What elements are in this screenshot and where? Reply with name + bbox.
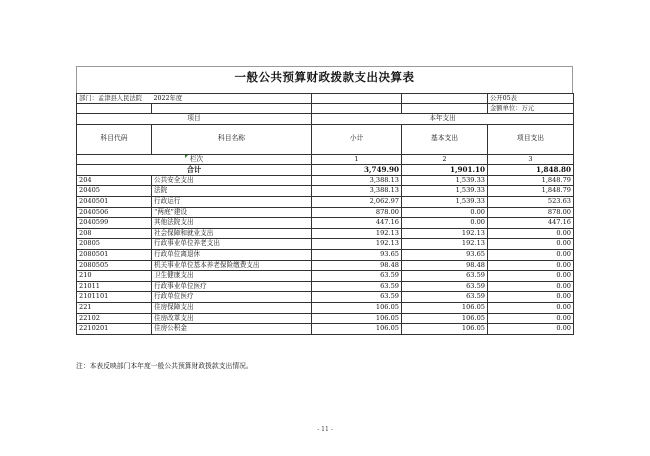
code-header: 科目代码 — [77, 124, 152, 154]
code-cell: 204 — [77, 175, 152, 186]
name-cell: 行政事业单位养老支出 — [152, 239, 312, 250]
basic-cell: 98.48 — [402, 260, 488, 271]
table-row — [77, 260, 574, 271]
basic-cell: 106.05 — [402, 313, 488, 324]
code-cell: 2040506 — [77, 207, 152, 218]
total-project: 1,848.80 — [488, 165, 574, 176]
header-row-1 — [77, 114, 574, 125]
table-row — [77, 207, 574, 218]
meta-empty — [312, 94, 402, 104]
meta-row-2 — [77, 104, 574, 114]
cell-marker-icon — [185, 155, 188, 158]
basic-cell: 0.00 — [402, 218, 488, 229]
title-row — [76, 66, 573, 87]
table-row — [77, 292, 574, 303]
subtotal-cell: 2,062.97 — [312, 196, 402, 207]
project-cell: 0.00 — [488, 260, 574, 271]
year-cell — [152, 94, 312, 104]
column-no-text: 栏次 — [189, 154, 204, 163]
column-number-row — [77, 154, 574, 165]
current-year-header: 本年支出 — [312, 114, 574, 125]
name-cell: 行政事业单位医疗 — [152, 281, 312, 292]
col3-number: 3 — [488, 154, 574, 165]
table-row — [77, 196, 574, 207]
basic-cell: 1,539.33 — [402, 186, 488, 197]
page-title: 一般公共预算财政拨款支出决算表 — [234, 70, 415, 84]
table-row — [77, 281, 574, 292]
subtotal-cell: 106.05 — [312, 313, 402, 324]
subtotal-cell: 98.48 — [312, 260, 402, 271]
meta-empty — [312, 104, 402, 114]
project-cell: 1,848.79 — [488, 175, 574, 186]
code-cell: 2040599 — [77, 218, 152, 229]
name-cell: 行政运行 — [152, 196, 312, 207]
subtotal-cell: 106.05 — [312, 302, 402, 313]
subtotal-cell: 106.05 — [312, 324, 402, 335]
name-cell: 社会保障和就业支出 — [152, 228, 312, 239]
table-row — [77, 302, 574, 313]
project-cell: 0.00 — [488, 313, 574, 324]
code-cell: 22102 — [77, 313, 152, 324]
project-header: 项目 — [77, 114, 312, 125]
table-row — [77, 228, 574, 239]
basic-cell: 93.65 — [402, 249, 488, 260]
name-cell: 住房保障支出 — [152, 302, 312, 313]
subtotal-header: 小计 — [312, 124, 402, 154]
code-cell: 2210201 — [77, 324, 152, 335]
name-cell: 机关事业单位基本养老保险缴费支出 — [152, 260, 312, 271]
code-cell: 2080501 — [77, 249, 152, 260]
column-no-label — [77, 154, 312, 165]
basic-cell: 106.05 — [402, 302, 488, 313]
name-cell: 其他法院支出 — [152, 218, 312, 229]
project-exp-header: 项目支出 — [488, 124, 574, 154]
project-cell: 0.00 — [488, 249, 574, 260]
name-cell: 行政单位医疗 — [152, 292, 312, 303]
name-cell: “两庭”建设 — [152, 207, 312, 218]
table-row — [77, 239, 574, 250]
unit-cell — [488, 104, 574, 114]
basic-cell: 63.59 — [402, 271, 488, 282]
basic-cell: 0.00 — [402, 207, 488, 218]
table-row — [77, 186, 574, 197]
form-code-cell — [488, 94, 574, 104]
subtotal-cell: 63.59 — [312, 271, 402, 282]
code-cell: 20805 — [77, 239, 152, 250]
page-number: - 11 - — [317, 426, 333, 433]
unit-label: 金额单位：万元 — [490, 105, 535, 112]
col1-number: 1 — [312, 154, 402, 165]
project-cell: 0.00 — [488, 292, 574, 303]
meta-empty — [402, 94, 488, 104]
total-label: 合计 — [77, 165, 312, 176]
header-row-2 — [77, 124, 574, 154]
total-basic: 1,901.10 — [402, 165, 488, 176]
name-cell: 行政单位离退休 — [152, 249, 312, 260]
name-header: 科目名称 — [152, 124, 312, 154]
dept-label: 部门：孟津县人民法院 — [79, 95, 142, 102]
subtotal-cell: 192.13 — [312, 239, 402, 250]
form-code: 公开05表 — [490, 95, 517, 102]
code-cell: 2040501 — [77, 196, 152, 207]
project-cell: 447.16 — [488, 218, 574, 229]
basic-cell: 63.59 — [402, 292, 488, 303]
name-cell: 住房公积金 — [152, 324, 312, 335]
project-cell: 523.63 — [488, 196, 574, 207]
subtotal-cell: 63.59 — [312, 281, 402, 292]
project-cell: 0.00 — [488, 239, 574, 250]
table-row — [77, 271, 574, 282]
col2-number: 2 — [402, 154, 488, 165]
project-cell: 0.00 — [488, 281, 574, 292]
code-cell: 20405 — [77, 186, 152, 197]
table-row — [77, 324, 574, 335]
meta-row — [77, 94, 574, 104]
expenditure-table — [76, 93, 574, 335]
subtotal-cell: 3,388.13 — [312, 186, 402, 197]
table-row — [77, 175, 574, 186]
table-row — [77, 218, 574, 229]
total-row — [77, 165, 574, 176]
year-label: 2022年度 — [153, 95, 183, 102]
meta-empty — [77, 104, 152, 114]
basic-cell: 192.13 — [402, 228, 488, 239]
subtotal-cell: 192.13 — [312, 228, 402, 239]
basic-cell: 1,539.33 — [402, 175, 488, 186]
code-cell: 2101101 — [77, 292, 152, 303]
code-cell: 221 — [77, 302, 152, 313]
name-cell: 卫生健康支出 — [152, 271, 312, 282]
meta-empty — [402, 104, 488, 114]
project-cell: 0.00 — [488, 324, 574, 335]
subtotal-cell: 447.16 — [312, 218, 402, 229]
project-cell: 878.00 — [488, 207, 574, 218]
name-cell: 法院 — [152, 186, 312, 197]
basic-header: 基本支出 — [402, 124, 488, 154]
subtotal-cell: 93.65 — [312, 249, 402, 260]
basic-cell: 106.05 — [402, 324, 488, 335]
project-cell: 0.00 — [488, 271, 574, 282]
code-cell: 208 — [77, 228, 152, 239]
subtotal-cell: 3,388.13 — [312, 175, 402, 186]
footnote: 注：本表反映部门本年度一般公共预算财政拨款支出情况。 — [76, 362, 253, 370]
basic-cell: 1,539.33 — [402, 196, 488, 207]
basic-cell: 63.59 — [402, 281, 488, 292]
code-cell: 210 — [77, 271, 152, 282]
project-cell: 0.00 — [488, 302, 574, 313]
project-cell: 1,848.79 — [488, 186, 574, 197]
project-cell: 0.00 — [488, 228, 574, 239]
name-cell: 住房改革支出 — [152, 313, 312, 324]
table-row — [77, 313, 574, 324]
code-cell: 2080505 — [77, 260, 152, 271]
basic-cell: 192.13 — [402, 239, 488, 250]
name-cell: 公共安全支出 — [152, 175, 312, 186]
table-row — [77, 249, 574, 260]
meta-empty — [152, 104, 312, 114]
report-sheet — [76, 66, 573, 335]
dept-cell — [77, 94, 152, 104]
subtotal-cell: 63.59 — [312, 292, 402, 303]
code-cell: 21011 — [77, 281, 152, 292]
subtotal-cell: 878.00 — [312, 207, 402, 218]
total-subtotal: 3,749.90 — [312, 165, 402, 176]
